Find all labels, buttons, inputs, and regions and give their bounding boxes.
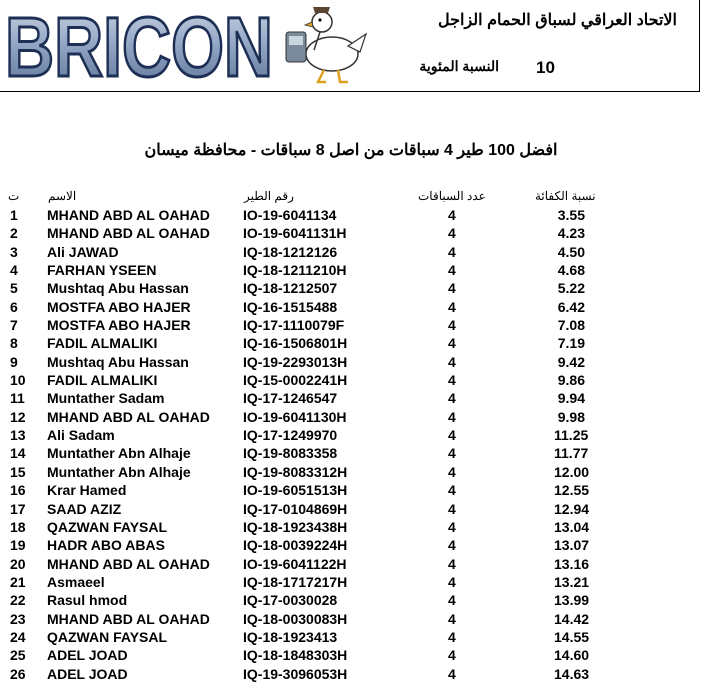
row-ring-number: IQ-15-0002241H [243, 372, 348, 389]
row-index: 8 [10, 335, 18, 352]
table-row [0, 573, 702, 591]
row-index: 12 [10, 408, 26, 425]
row-ring-number: IQ-17-1110079F [243, 317, 345, 334]
row-races-count: 4 [448, 298, 456, 315]
row-races-count: 4 [448, 537, 456, 554]
table-row [0, 444, 702, 462]
table-row [0, 481, 702, 499]
row-efficiency: 5.22 [557, 280, 585, 297]
row-name: MHAND ABD AL OAHAD [47, 408, 210, 425]
row-ring-number: IO-19-6041130H [243, 408, 347, 425]
row-ring-number: IQ-18-1212126 [243, 243, 338, 260]
row-index: 16 [10, 482, 26, 499]
row-name: MHAND ABD AL OAHAD [47, 555, 210, 572]
row-efficiency: 9.42 [557, 353, 585, 370]
row-ring-number: IQ-19-8083358 [243, 445, 338, 462]
bricon-logo [3, 0, 303, 94]
row-name: Ali JAWAD [47, 243, 119, 260]
row-index: 7 [10, 317, 18, 334]
table-row [0, 408, 702, 426]
row-races-count: 4 [448, 262, 456, 279]
row-ring-number: IQ-18-1848303H [243, 647, 348, 664]
row-races-count: 4 [448, 317, 456, 334]
row-name: FADIL ALMALIKI [47, 372, 158, 389]
row-races-count: 4 [448, 445, 456, 462]
row-races-count: 4 [448, 372, 456, 389]
table-row [0, 334, 702, 352]
row-name: FADIL ALMALIKI [47, 335, 158, 352]
row-efficiency: 13.04 [554, 518, 590, 535]
row-ring-number: IQ-17-0104869H [243, 500, 348, 517]
percent-label: النسبة المئوية [419, 58, 499, 74]
row-name: Mushtaq Abu Hassan [47, 353, 189, 370]
row-ring-number: IQ-18-1923438H [243, 518, 348, 535]
row-efficiency: 9.98 [557, 408, 585, 425]
row-ring-number: IO-19-6041122H [243, 555, 347, 572]
table-row [0, 463, 702, 481]
row-races-count: 4 [448, 665, 456, 682]
row-efficiency: 4.68 [557, 262, 585, 279]
pigeon-mascot-icon [280, 2, 370, 86]
column-header-name: الاسم [48, 189, 77, 203]
table-row [0, 261, 702, 279]
row-ring-number: IQ-17-1249970 [243, 427, 338, 444]
report-title: افضل 100 طير 4 سباقات من اصل 8 سباقات - محافظة ميسان [144, 142, 558, 159]
row-name: FARHAN YSEEN [47, 262, 157, 279]
row-efficiency: 11.25 [554, 427, 589, 444]
row-index: 5 [10, 280, 18, 297]
table-row [0, 646, 702, 664]
row-name: Mushtaq Abu Hassan [47, 280, 189, 297]
row-races-count: 4 [448, 353, 456, 370]
row-ring-number: IQ-18-0039224H [243, 537, 348, 554]
row-races-count: 4 [448, 427, 456, 444]
table-row [0, 665, 702, 683]
row-races-count: 4 [448, 390, 456, 407]
row-index: 20 [10, 555, 26, 572]
row-efficiency: 13.07 [554, 537, 590, 554]
row-races-count: 4 [448, 482, 456, 499]
row-races-count: 4 [448, 500, 456, 517]
table-row [0, 353, 702, 371]
row-name: Muntather Abn Alhaje [47, 445, 191, 462]
table-row [0, 389, 702, 407]
table-row [0, 224, 702, 242]
percent-value: 10 [536, 58, 555, 77]
row-name: Ali Sadam [47, 427, 115, 444]
row-name: ADEL JOAD [47, 665, 128, 682]
row-races-count: 4 [448, 592, 456, 609]
table-row [0, 426, 702, 444]
row-ring-number: IQ-16-1515488 [243, 298, 338, 315]
row-efficiency: 9.94 [557, 390, 585, 407]
row-ring-number: IQ-17-0030028 [243, 592, 338, 609]
row-ring-number: IQ-18-1923413 [243, 628, 338, 645]
table-row [0, 628, 702, 646]
row-index: 4 [10, 262, 18, 279]
row-efficiency: 13.99 [554, 592, 590, 609]
row-races-count: 4 [448, 335, 456, 352]
table-row [0, 371, 702, 389]
row-efficiency: 4.50 [557, 243, 585, 260]
column-header-efficiency: نسبة الكفائة [535, 189, 596, 203]
row-ring-number: IO-19-6041134 [243, 207, 337, 223]
row-name: ADEL JOAD [47, 647, 128, 664]
row-races-count: 4 [448, 518, 456, 535]
row-ring-number: IQ-19-2293013H [243, 353, 348, 370]
row-index: 21 [10, 573, 26, 590]
column-header-ring-number: رقم الطير [244, 189, 294, 203]
row-ring-number: IQ-18-0030083H [243, 610, 348, 627]
column-header-index: ت [8, 189, 20, 203]
row-efficiency: 14.63 [554, 665, 590, 682]
row-index: 23 [10, 610, 26, 627]
row-races-count: 4 [448, 207, 456, 223]
row-races-count: 4 [448, 628, 456, 645]
row-name: MHAND ABD AL OAHAD [47, 225, 210, 242]
row-index: 25 [10, 647, 26, 664]
row-efficiency: 4.23 [557, 225, 585, 242]
row-efficiency: 14.55 [554, 628, 590, 645]
row-efficiency: 12.00 [554, 463, 590, 480]
row-name: QAZWAN FAYSAL [47, 628, 168, 645]
row-name: Muntather Sadam [47, 390, 165, 407]
row-name: Asmaeel [47, 573, 105, 590]
row-efficiency: 13.16 [554, 555, 590, 572]
row-ring-number: IQ-18-1717217H [243, 573, 348, 590]
row-index: 3 [10, 243, 18, 260]
row-index: 15 [10, 463, 26, 480]
row-index: 24 [10, 628, 26, 645]
row-races-count: 4 [448, 243, 456, 260]
table-row [0, 591, 702, 609]
row-name: SAAD AZIZ [47, 500, 122, 517]
row-ring-number: IQ-18-1211210H [243, 262, 347, 279]
row-name: MHAND ABD AL OAHAD [47, 610, 210, 627]
header-box [0, 0, 700, 92]
row-index: 26 [10, 665, 26, 682]
table-row [0, 316, 702, 334]
table-row [0, 279, 702, 297]
table-row [0, 243, 702, 261]
row-efficiency: 9.86 [557, 372, 585, 389]
results-table [0, 206, 702, 683]
row-name: Krar Hamed [47, 482, 127, 499]
row-name: MOSTFA ABO HAJER [47, 298, 191, 315]
column-header-races-count: عدد السباقات [418, 189, 486, 203]
row-index: 19 [10, 537, 26, 554]
row-index: 10 [10, 372, 26, 389]
row-efficiency: 14.42 [554, 610, 590, 627]
row-name: Rasul hmod [47, 592, 128, 609]
row-ring-number: IQ-19-3096053H [243, 665, 348, 682]
row-efficiency: 7.08 [557, 317, 585, 334]
table-row [0, 298, 702, 316]
row-efficiency: 13.21 [554, 573, 590, 590]
row-efficiency: 11.77 [554, 445, 589, 462]
row-name: MHAND ABD AL OAHAD [47, 207, 210, 223]
row-index: 17 [10, 500, 26, 517]
table-row [0, 206, 702, 224]
row-name: HADR ABO ABAS [47, 537, 165, 554]
row-name: QAZWAN FAYSAL [47, 518, 168, 535]
svg-text:BRICON: BRICON [5, 0, 273, 94]
row-efficiency: 3.55 [557, 207, 585, 223]
row-races-count: 4 [448, 463, 456, 480]
row-index: 18 [10, 518, 26, 535]
row-index: 6 [10, 298, 18, 315]
organization-title: الاتحاد العراقي لسباق الحمام الزاجل [438, 12, 677, 29]
table-row [0, 500, 702, 518]
row-efficiency: 6.42 [557, 298, 585, 315]
row-index: 11 [10, 390, 25, 407]
row-races-count: 4 [448, 555, 456, 572]
row-ring-number: IQ-17-1246547 [243, 390, 338, 407]
row-ring-number: IO-19-6041131H [243, 225, 347, 242]
row-efficiency: 12.94 [554, 500, 590, 517]
row-ring-number: IQ-16-1506801H [243, 335, 348, 352]
row-races-count: 4 [448, 573, 456, 590]
row-efficiency: 7.19 [557, 335, 585, 352]
row-efficiency: 14.60 [554, 647, 590, 664]
row-races-count: 4 [448, 647, 456, 664]
table-row [0, 536, 702, 554]
row-races-count: 4 [448, 610, 456, 627]
row-name: MOSTFA ABO HAJER [47, 317, 191, 334]
row-ring-number: IQ-19-8083312H [243, 463, 348, 480]
row-efficiency: 12.55 [554, 482, 590, 499]
row-index: 1 [10, 207, 18, 223]
row-index: 2 [10, 225, 18, 242]
row-ring-number: IQ-18-1212507 [243, 280, 338, 297]
row-races-count: 4 [448, 408, 456, 425]
row-races-count: 4 [448, 280, 456, 297]
table-row [0, 518, 702, 536]
row-index: 9 [10, 353, 18, 370]
row-name: Muntather Abn Alhaje [47, 463, 191, 480]
row-races-count: 4 [448, 225, 456, 242]
table-row [0, 610, 702, 628]
table-row [0, 555, 702, 573]
row-ring-number: IO-19-6051513H [243, 482, 348, 499]
row-index: 22 [10, 592, 26, 609]
row-index: 13 [10, 427, 26, 444]
row-index: 14 [10, 445, 26, 462]
